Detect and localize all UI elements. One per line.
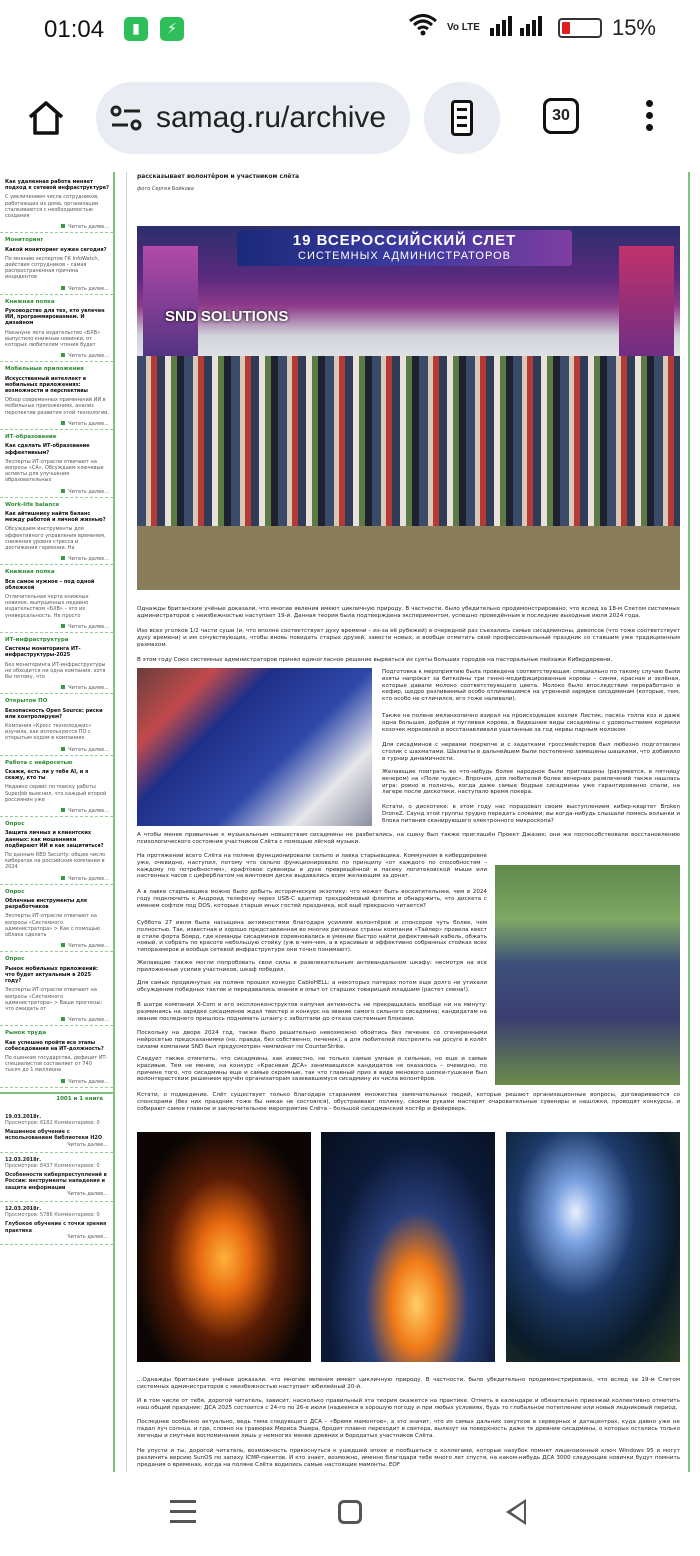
- sidebar-article-teaser: По мнению экспертов ГК InfoWatch, действия сотрудников – самая распространенная причина инцидентов: [5, 255, 100, 281]
- sidebar-category-link[interactable]: Работа с нейросетью: [5, 759, 73, 766]
- photo-credit: фото Сергея Бойкова: [137, 186, 194, 192]
- fireworks-photo: [506, 1132, 680, 1362]
- sidebar: [0, 172, 115, 1472]
- read-more-link[interactable]: Читать далее...: [5, 1017, 109, 1023]
- signal-icon: [490, 14, 548, 42]
- paragraph: И в том числе от тебя, дорогой читатель, зависит, насколько правильный эта теория окажется на практике. Отметь в календаре и обязательно приезжай коллективно отметить наш общий праздник: ДСА 2025 состоится с 24-го по 26-е июля (надеемся в хорошую погоду и при любых условиях, будь то глобальное потепление или новый ледниковый период.: [137, 1398, 680, 1411]
- read-more-link[interactable]: Читать далее...: [67, 1233, 108, 1240]
- sponsor-logo: SND SOLUTIONS: [165, 308, 289, 325]
- sidebar-article-title[interactable]: Системы мониторинга ИТ-инфраструктуры-2025: [5, 646, 81, 659]
- paragraph: На протяжении всего Слёта на поляне функционировали сельпо и лавка старьевщика. Коммунизм в кибердеревне уже, очевидно, наступил, потому что сельпо функционировало по принципу «от каждого по способностям – каждому по потребностям», крафтовое сувениры в духе преврещённой в пасеку логитековской мыши или настенных часов с циферблатом на винтовом диске выдавались всем желающим за донат.: [137, 853, 487, 880]
- group-photo: [137, 226, 680, 590]
- read-more-link[interactable]: Читать далее...: [5, 489, 109, 495]
- crowd: [137, 356, 680, 531]
- read-more-link[interactable]: Читать далее...: [5, 624, 109, 630]
- sidebar-article-teaser: По данным RED Security: общее число кибератак на российские компании в 2024: [5, 852, 106, 871]
- reader-mode-icon: [451, 100, 473, 136]
- clock: 01:04: [44, 16, 105, 43]
- couple-photo: [495, 865, 680, 1085]
- sidebar-article-title[interactable]: Скажи, есть ли у тебя AI, и я скажу, кто ты: [5, 769, 89, 782]
- battery-percent: 15%: [611, 15, 656, 40]
- paragraph: Не упусти и ты, дорогой читатель, возможность прикоснуться к ушедшей эпохе и пообщаться с коллегами, которые назубок помнят лицензионный ключ Windows 95 и могут различить версию SunOS по запаху ICMP-пакетов. И кто знает, возможно, именно благодаря тебе много лет спустя, на каком-нибудь ДСА 3000 следующие новички будут помнить предания о временах, когда на поляне Слёта водились самые настоящие мамонты. EOF: [137, 1448, 680, 1468]
- sidebar-article-teaser: Обзор современных применений ИИ в мобильных приложениях, анализ перспектив развития этой технологии,: [5, 397, 109, 416]
- bonfire-photo: [321, 1132, 495, 1362]
- sidebar-article: [0, 498, 113, 566]
- reader-mode-button[interactable]: [424, 82, 500, 154]
- more-options-icon[interactable]: [646, 100, 654, 136]
- sidebar-article-title[interactable]: Как сделать ИТ-образование эффективным?: [5, 443, 90, 456]
- flag-photo: [137, 668, 372, 826]
- sidebar-category-link[interactable]: Опрос: [5, 821, 25, 828]
- sidebar-article-teaser: По оценкам государства, дефицит ИТ-специалистов составляет от 740 тысяч до 1 миллиона: [5, 1054, 108, 1074]
- paragraph: Для сисадминов с нервами покрепче и с задатками гроссмейстеров был любезно подготовлен столик с шахматами. Шахматы в дальнейшем были постепенно замещены шашками, что добавило в турнир динамичности.: [382, 742, 680, 762]
- paragraph: А в лавке старьевщика можно было добыть историческую экзотику: что может быть восхитительнее, чем в 2024 году подключить к Андроид телефону через USB-C адаптер трехдюймовый флоппи и обнаружить, что дискета с именем софтом под DOS, которые старше иных гостей праздника, всё ещё прекрасно читается?: [137, 889, 487, 909]
- sidebar-article: [0, 694, 113, 755]
- read-more-link[interactable]: Читать далее...: [5, 224, 109, 230]
- archive-meta: Просмотров: 6437 Комментариев: 0: [5, 1162, 100, 1169]
- event-banner: [237, 230, 572, 266]
- sidebar-category-link[interactable]: Мобильные приложения: [5, 366, 84, 373]
- sidebar-article-title[interactable]: Как айтишнику найти баланс между работой и личной жизнью?: [5, 510, 106, 524]
- banner-title: 19 ВСЕРОССИЙСКИЙ СЛЕТ: [292, 232, 517, 249]
- read-more-link[interactable]: Читать далее...: [5, 1079, 109, 1085]
- paragraph: Желающие поиграть во что-нибудь более народное были приглашены (разумеется, в пятницу вечером) на «Поле чудес». Впрочем, для любителей более вечерних развлечений также нашлась игра: ровно в полночь, когда даже самые бодрые сисадмины уже гарантированно спали, на лагере после дискотеки, наступало время покера.: [382, 769, 680, 796]
- paragraph: А чтобы менее привычные к музыкальным новшествам сисадмины не разбегались, на сцену был также приглашён Проект Джазик; они же поспособствовали восстановлению психологического состояния участников Слёта с помощью лёгкой музыки.: [137, 832, 680, 845]
- sidebar-article-title[interactable]: Рынок мобильных приложений: что будет актуальным в 2025 году?: [5, 965, 98, 985]
- sidebar-article-title[interactable]: Искусственный интеллект в мобильных приложениях: возможности и перспективы: [5, 375, 88, 395]
- sidebar-category-link[interactable]: Открытое ПО: [5, 698, 48, 705]
- paragraph: Суббота 27 июля была насыщена активностями благодаря усилиям волонтёров и спонсоров чуть более, чем полностью. Так, известная и хорошо представленная во многих регионах страны компания «Тайлер» провела квест в стиле форта Боярд, где команды сисадминов соревновались в умении быстро найти дефективный кабель, обжать новый, и собрать по красоте небольшую стойку (уж в чем-чем, а в красивые и эффективно собранных стойках всех типоразмеров и вообще сетевой инфраструктуре они точно понимают).: [137, 920, 487, 954]
- read-more-link[interactable]: Читать далее...: [67, 1190, 108, 1197]
- sidebar-article-title[interactable]: Все самое нужное – под одной обложкой: [5, 578, 95, 591]
- sidebar-article-teaser: Обсуждаем инструменты для эффективного управления временем, снижения уровня стресса и достижения гармонии. На: [5, 526, 106, 551]
- article-heading: рассказывает волонтёром и участником слёта: [137, 173, 299, 180]
- home-icon[interactable]: [26, 98, 66, 138]
- sidebar-category-link[interactable]: Книжная полка: [5, 569, 55, 576]
- read-more-link[interactable]: Читать далее...: [5, 808, 109, 814]
- sidebar-article-teaser: Компания «Кросс технолоджис» изучила, как используются ПО с открытым кодом в компаниях: [5, 723, 92, 742]
- sidebar-article-teaser: Отличительная черта книжных новинок, выпущенных недавно издательством «БХВ» – это их универсальность. Не просто: [5, 593, 89, 619]
- sidebar-article-teaser: С увеличением числа сотрудников, работающих из дома, организации сталкиваются с необходимостью создания: [5, 194, 99, 220]
- sidebar-article-teaser: Эксперты ИТ-отрасли отвечают на вопросы «Системного администратора» > Как с помощью облака сделать: [5, 913, 101, 939]
- sidebar-article-title[interactable]: Какой мониторинг нужен сегодня?: [5, 246, 107, 253]
- back-icon[interactable]: [506, 1499, 526, 1525]
- status-icons: [409, 14, 656, 42]
- sidebar-category-link[interactable]: Work-life balance: [5, 501, 60, 508]
- sidebar-category-link[interactable]: ИТ-образование: [5, 434, 57, 441]
- sidebar-article: [0, 172, 113, 233]
- paragraph: В этом году Союз системных администраторов принял единогласное решение вырваться из суеты больших городов на пасторальные пейзажи Кибердеревни.: [137, 657, 613, 663]
- sidebar-article: [0, 565, 113, 633]
- sidebar-category-link[interactable]: Мониторинг: [5, 237, 44, 244]
- battery-saver-icon: ▮: [124, 17, 148, 41]
- sidebar-article-title[interactable]: Безопасность Open Source: риски или контролируем?: [5, 707, 103, 720]
- sidebar-article-title[interactable]: Как успешно пройти все этапы собеседования на ИТ-должность?: [5, 1039, 104, 1052]
- sidebar-article-title[interactable]: Как удаленная работа меняет подход к сетевой инфраструктуре?: [5, 179, 109, 192]
- web-page: [0, 172, 700, 1472]
- sidebar-article: [0, 952, 113, 1026]
- shield-app-icon: ⚡: [160, 17, 184, 41]
- sidebar-article: [0, 633, 113, 694]
- address-bar[interactable]: [96, 82, 410, 154]
- archive-date: 12.03.2018г.: [5, 1156, 42, 1163]
- article: [137, 172, 680, 1472]
- read-more-link[interactable]: Читать далее...: [67, 1141, 108, 1148]
- sidebar-article: [0, 295, 113, 363]
- archive-item: [0, 1110, 113, 1153]
- url-text[interactable]: samag.ru/archive: [156, 101, 387, 134]
- sidebar-article: [0, 817, 113, 885]
- sidebar-article-teaser: Эксперты ИТ-отрасли отвечают на вопросы «Системного администратора» > Ваши прогнозы: что ожидать от: [5, 987, 103, 1012]
- paragraph: ...Однажды британские учёные доказали, что многие явления имеют цикличную природу. В частности, было убедительно продемонстрировано, что вслед за 19-м Слетом системных администраторов с неизбежностью наступает юбилейный 20-й.: [137, 1377, 680, 1390]
- archive-date: 12.03.2018г.: [5, 1205, 42, 1212]
- paragraph: Последнее особенно актуально, ведь тема следующего ДСА – «Время мамонтов», а это значит, что из самых дальних закутков в серверных и датацентрах, куда давно уже не падал луч солнца, и где, словно на гравюрах Мериса Эшера, бродит плавно переходит в свитера, вылезут на поверхность даже те древние сисадмины, о которых остались только легенды и смутные воспоминания лишь у немногих менее древних и бородатых участников Слёта.: [137, 1419, 680, 1439]
- paragraph: Изо всех уголков 1/2 части суши (и, что вполне соответствует духу времени – из-за её рубежей) в очередной раз съехались самые сисадминоны, девопсов (что тоже соответствует духу времени) и им сочувствующих, чтобы вновь повидать старых друзей, завести новых, и вообще отметить свой профессиональный праздник со ставшим уже традиционным размахом.: [137, 628, 680, 648]
- read-more-link[interactable]: Читать далее...: [5, 286, 109, 292]
- sidebar-category-link[interactable]: Опрос: [5, 956, 25, 963]
- sidebar-category-link[interactable]: ИТ-инфраструктура: [5, 636, 69, 643]
- sidebar-article-title[interactable]: Защита личных и клиентских данных: как мошенники подбирают ИИ и как защититься?: [5, 830, 104, 849]
- paragraph: Подготовка к мероприятию была проведена соответствующая: специально по такому случаю были взяты напрокат за биткойны три генно-модифицированные коровы – синяя, красная и зелёная, которые давали молоко соответствующего цвета. Молоко было впоследствии переработано в кефир, щедро разливаемый особо отличившимся на утренней зарядке сисадминам (которые, тем, кто особо не отличился, его тоже наливали).: [382, 669, 680, 703]
- fire-show-photo: [137, 1132, 311, 1362]
- archive-title[interactable]: Машинное обучение с использованием библиотеки H2O: [5, 1129, 103, 1142]
- paragraph: Желающие также могли попробовать свои силы в развлекательным антивандальном шкафу: несмотря на все приложенные усилия участников, шкаф победил.: [137, 960, 487, 973]
- site-settings-icon[interactable]: [110, 104, 142, 132]
- home-button-icon[interactable]: [338, 1500, 362, 1524]
- archive-title[interactable]: Глубокое обучение с точки зрения практика: [5, 1221, 107, 1234]
- banner-subtitle: СИСТЕМНЫХ АДМИНИСТРАТОРОВ: [298, 250, 511, 262]
- browser-toolbar: [0, 62, 700, 172]
- archive-item: [0, 1153, 113, 1202]
- paragraph: Следует также отметить, что сисадмины, как известно, не только самые умные и сильные, но еще и самые красивые. Тем не менее, на конкурс «Краснвая ДСА» занимавшихся кандидатов не оказалось – очевидно, по причине того, что сисадмины еще и самые скромные, так что главный приз в виде менового шопки-тушкани был волонтерастским решением вручён организаторам зазевавшемуся сисадмину из числа волонтёров.: [137, 1056, 487, 1083]
- sidebar-article: [0, 1026, 113, 1087]
- sidebar-category-link[interactable]: Книжная полка: [5, 298, 55, 305]
- sidebar-article: [0, 362, 113, 430]
- paragraph: Для самых продвинутых на поляне прошел конкурс CableHELL: а некоторых патерах потом еще долго не утихали обсуждения победных тактик и передавались знания и опыт от старших товарищей младшим (растет смена!).: [137, 980, 487, 993]
- archive-meta: Просмотров: 5786 Комментариев: 0: [5, 1212, 100, 1219]
- sidebar-article-teaser: Накануне лета издательство «БХВ» выпустило книжные новинки, от которых любителям чтения будет: [5, 329, 101, 349]
- sidebar-article: [0, 885, 113, 953]
- volte-indicator: Vo LTE: [446, 22, 480, 33]
- read-more-link[interactable]: Читать далее...: [5, 943, 109, 949]
- sidebar-article-title[interactable]: Руководство для тех, кто увлечен ИИ, программированием. И дизайном: [5, 308, 105, 327]
- paragraph: Однажды британские учёные доказали, что многие явления имеют цикличную природу. В частности, было убедительно продемонстрировано, что вслед за 18-м Слетом системных администраторов с неизбежностью наступает 19-й. Данная теория была подтверждена экспериментом, успешно проведённым в последние выходные июля 2024 года.: [137, 606, 680, 619]
- column-divider: [126, 172, 127, 1472]
- sidebar-category-link[interactable]: Рынок труда: [5, 1030, 47, 1037]
- paragraph: Поскольку на дворе 2024 год, также было решительно невозможно обойтись без печенек со сгенеренными нейросетью предсказаниями (но, правда, без собственно, печенек), а для любителей пострелять на досуге в колёт силами компании SND был предусмотрен чемпионат по CounterStrike.: [137, 1030, 487, 1050]
- read-more-link[interactable]: Читать далее...: [5, 685, 109, 691]
- sidebar-article-teaser: Без мониторинга ИТ-инфраструктуры не обходится ни одна компания, хотя бы потому, что: [5, 661, 106, 680]
- recent-apps-icon[interactable]: [170, 1500, 196, 1530]
- ground: [137, 526, 680, 590]
- archive-meta: Просмотров: 6182 Комментариев: 0: [5, 1119, 100, 1126]
- sidebar-article-teaser: Эксперты ИТ-отрасли отвечают на вопросы «СА». Обсуждаем ключевые аспекты для улучшения образовательных: [5, 458, 104, 484]
- paragraph: В шатре компании X-Com и его эксплонконструктов кипучая активность не прекращалась вообще ни на минуту: разминаясь на зарядке сисадминов ждал твистер и конкурс на звание самого сильного сисадмина; кандидатам на звание последнего пришлось поднимать штангу с заболтами до отказа системным блоками.: [137, 1002, 487, 1022]
- right-border: [688, 172, 690, 1472]
- wifi-icon: [409, 14, 437, 42]
- read-more-link[interactable]: Читать далее...: [5, 556, 109, 562]
- sidebar-article: [0, 233, 113, 294]
- battery-icon: [558, 18, 602, 38]
- archive-item: [0, 1202, 113, 1245]
- read-more-link[interactable]: Читать далее...: [5, 421, 109, 427]
- sidebar-article: [0, 430, 113, 498]
- sidebar-article-teaser: Недавно сервис по поиску работы SuperJob выяснил, что каждый второй россиянин уже: [5, 784, 107, 803]
- sidebar-category-link[interactable]: Опрос: [5, 888, 25, 895]
- paragraph: Также на полене меланхолично взирал на происходящее козлик Листик, пасясь толпа коз и даже одна большая, добрая и пугливая корова, в бидешние виды сисадмины с удовольствием кормили козочек морковкой и восстанавливали ушатанные за год нервы парным молоком.: [382, 713, 680, 733]
- sidebar-article: [0, 756, 113, 817]
- paragraph: Кстати, о дискотеке: в этом году нас порадовал своим выступлением кибер-квартет Broken DroneZ. Саунд этой группы трудно передать словами; вы когда-нибудь слышали помесь волынки и блока питания сканирующего электронного микроскопа?: [382, 804, 680, 824]
- sidebar-article-title[interactable]: Облачные инструменты для разработчиков: [5, 898, 87, 911]
- status-bar: [0, 0, 700, 62]
- archive-title[interactable]: Особенности киберпреступлений в России: инструменты нападения и защита информации: [5, 1172, 107, 1191]
- paragraph: Кстати, о подведение. Слёт существует только благодаря стараниям множества замечательных людей, которые решают организационные вопросы, договариваются со спонсорами (без них праздник тоже бы никак не состоялся), обустраивают полянку, своими руками мастерят очаровательные сувениры и нашлжки, проводят конкурсы, и собирают самое главное и заключительное мероприятие Слёта – большой сисадминский костёр и фейерверк.: [137, 1092, 680, 1112]
- tab-switcher-button[interactable]: 30: [543, 98, 579, 134]
- read-more-link[interactable]: Читать далее...: [5, 353, 109, 359]
- read-more-link[interactable]: Читать далее...: [5, 747, 109, 753]
- read-more-link[interactable]: Читать далее...: [5, 876, 109, 882]
- all-books-link[interactable]: 1001 и 1 книга: [0, 1092, 113, 1104]
- archive-date: 19.03.2018г.: [5, 1113, 42, 1120]
